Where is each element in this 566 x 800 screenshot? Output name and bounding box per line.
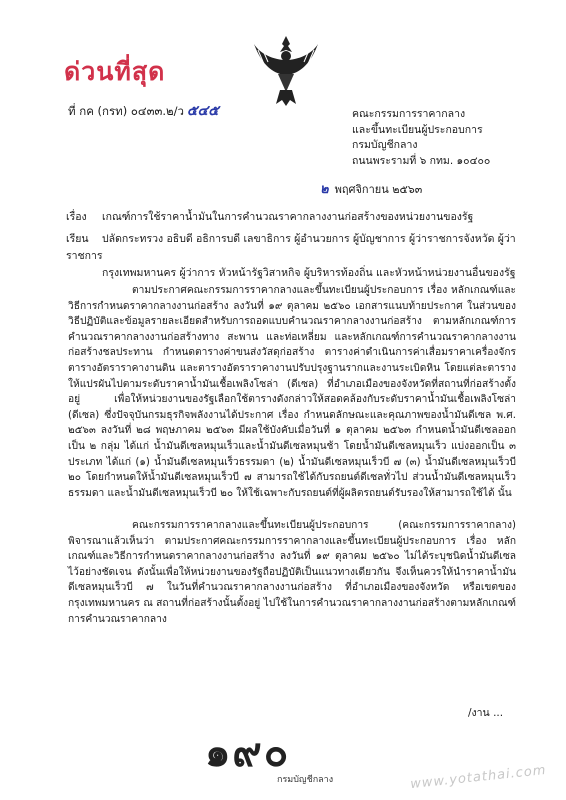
document-number xyxy=(68,100,219,122)
recipient-line-1: ปลัดกระทรวง อธิบดี อธิการบดี เลขาธิการ ผู้อำนวยการ ผู้บัญชาการ ผู้ว่าราชการจังหวัด ผู้ว่าราชการ xyxy=(66,233,516,262)
date-day-handwritten: ๒ xyxy=(320,182,329,197)
document-number-handwritten: ๕๔๕ xyxy=(186,103,219,119)
recipient-block xyxy=(66,231,516,282)
date-month-year: พฤศจิกายน ๒๕๖๓ xyxy=(334,183,423,196)
body-paragraph-1 xyxy=(68,283,516,501)
address-line: และขึ้นทะเบียนผู้ประกอบการ xyxy=(352,123,483,136)
continuation-marker: /งาน ... xyxy=(468,707,504,719)
subject-text: เกณฑ์การใช้ราคาน้ำมันในการคำนวณราคากลางงานก่อสร้างของหน่วยงานของรัฐ xyxy=(102,211,474,223)
urgency-label: ด่วนที่สุด xyxy=(64,57,166,86)
recipient-line-2: กรุงเทพมหานคร ผู้ว่าการ หัวหน้ารัฐวิสาหกิจ ผู้บริหารท้องถิ่น และหัวหน้าหน่วยงานอื่นของรัฐ xyxy=(102,267,516,279)
garuda-emblem-icon xyxy=(250,30,322,110)
address-line: กรมบัญชีกลาง xyxy=(352,139,418,151)
body-paragraph-2 xyxy=(68,518,516,627)
subject-label: เรื่อง xyxy=(66,211,87,223)
document-number-prefix: ที่ กค (กรท) ๐๔๓๓.๒/ว xyxy=(68,104,184,118)
logo-number: ๑๙๐ xyxy=(205,729,291,776)
logo-caption: กรมบัญชีกลาง xyxy=(277,775,334,785)
recipient-label: เรียน xyxy=(66,233,89,245)
document-date xyxy=(320,178,422,199)
subject-line xyxy=(66,208,473,225)
anniversary-logo xyxy=(205,712,375,792)
paragraph-text: คณะกรรมการราคากลางและขึ้นทะเบียนผู้ประกอบการ (คณะกรรมการราคากลาง) พิจารณาแล้วเห็นว่า ตามประกาศคณะกรรมการราคากลางและขึ้นทะเบียนผู้ประกอบการ เรื่อง หลักเกณฑ์และวิธีการกำหนดราคากลางงานก่อสร้าง ลงวันที่ ๑๙ ตุลาคม ๒๕๖๐ ไม่ได้ระบุชนิดน้ำมันดีเซลไว้อย่างชัดเจน ดังนั้นเพื่อให้หน่วยงานของรัฐถือปฏิบัติเป็นแนวทางเดียวกัน จึงเห็นควรให้นำราคาน้ำมันดีเซลหมุนเร็วบี ๗ ในวันที่คำนวณราคากลางงานก่อสร้าง ที่อำเภอเมืองของจังหวัด หรือเขตของกรุงเทพมหานคร ณ สถานที่ก่อสร้างนั้นตั้งอยู่ ไปใช้ในการคำนวณราคากลางงานก่อสร้างตามหลักเกณฑ์การคำนวณราคากลาง xyxy=(68,520,516,625)
address-line: ถนนพระรามที่ ๖ กทม. ๑๐๔๐๐ xyxy=(352,154,491,167)
paragraph-text: ตามประกาศคณะกรรมการราคากลางและขึ้นทะเบียนผู้ประกอบการ เรื่อง หลักเกณฑ์และวิธีการกำหนดราคากลางงานก่อสร้าง ลงวันที่ ๑๙ ตุลาคม ๒๕๖๐ เอกสารแนบท้ายประกาศ ในส่วนของวิธีปฏิบัติและข้อมูลรายละเอียดสำหรับการถอดแบบคำนวณราคากลางงานก่อสร้าง ตามหลักเกณฑ์การคำนวณราคากลางงานก่อสร้างทาง สะพาน และท่อเหลี่ยม และหลักเกณฑ์การคำนวณราคากลางงานก่อสร้างชลประทาน กำหนดตารางค่าขนส่งวัสดุก่อสร้าง ตารางค่าดำเนินการค่าเสื่อมราคาเครื่องจักร ตารางอัตราราคางานดิน และตารางอัตราราคางานปรับปรุงฐานรากและงานระเบิดหิน โดยแต่ละตารางให้แปรผันไปตามระดับราคาน้ำมันเชื้อเพลิงโซล่า (ดีเซล) ที่อำเภอเมืองของจังหวัดที่สถานที่ก่อสร้างตั้งอยู่ เพื่อให้หน่วยงานของรัฐเลือกใช้ตารางดังกล่าวให้สอดคล้องกับระดับราคาน้ำมันเชื้อเพลิงโซล่า (ดีเซล) ซึ่งปัจจุบันกรมธุรกิจพลังงานได้ประกาศ เรื่อง กำหนดลักษณะและคุณภาพของน้ำมันดีเซล พ.ศ. ๒๕๖๓ ลงวันที่ ๒๘ พฤษภาคม ๒๕๖๓ มีผลใช้บังคับเมื่อวันที่ ๑ ตุลาคม ๒๕๖๓ กำหนดน้ำมันดีเซลออกเป็น ๒ กลุ่ม ได้แก่ น้ำมันดีเซลหมุนเร็วและน้ำมันดีเซลหมุนช้า โดยน้ำมันดีเซลหมุนเร็ว แบ่งออกเป็น ๓ ประเภท ได้แก่ (๑) น้ำมันดีเซลหมุนเร็วธรรมดา (๒) น้ำมันดีเซลหมุนเร็วบี ๗ (๓) น้ำมันดีเซลหมุนเร็วบี ๒๐ โดยกำหนดให้น้ำมันดีเซลหมุนเร็วบี ๗ สามารถใช้ได้กับรถยนต์ดีเซลทั่วไป ส่วนน้ำมันดีเซลหมุนเร็วธรรมดา และน้ำมันดีเซลหมุนเร็วบี ๒๐ ให้ใช้เฉพาะกับรถยนต์ที่ผู้ผลิตรถยนต์รับรองให้สามารถใช้ได้ นั้น xyxy=(68,285,516,499)
watermark-text: www.yotathai.com xyxy=(409,762,548,793)
sender-address xyxy=(352,107,490,169)
address-line: คณะกรรมการราคากลาง xyxy=(352,108,466,120)
